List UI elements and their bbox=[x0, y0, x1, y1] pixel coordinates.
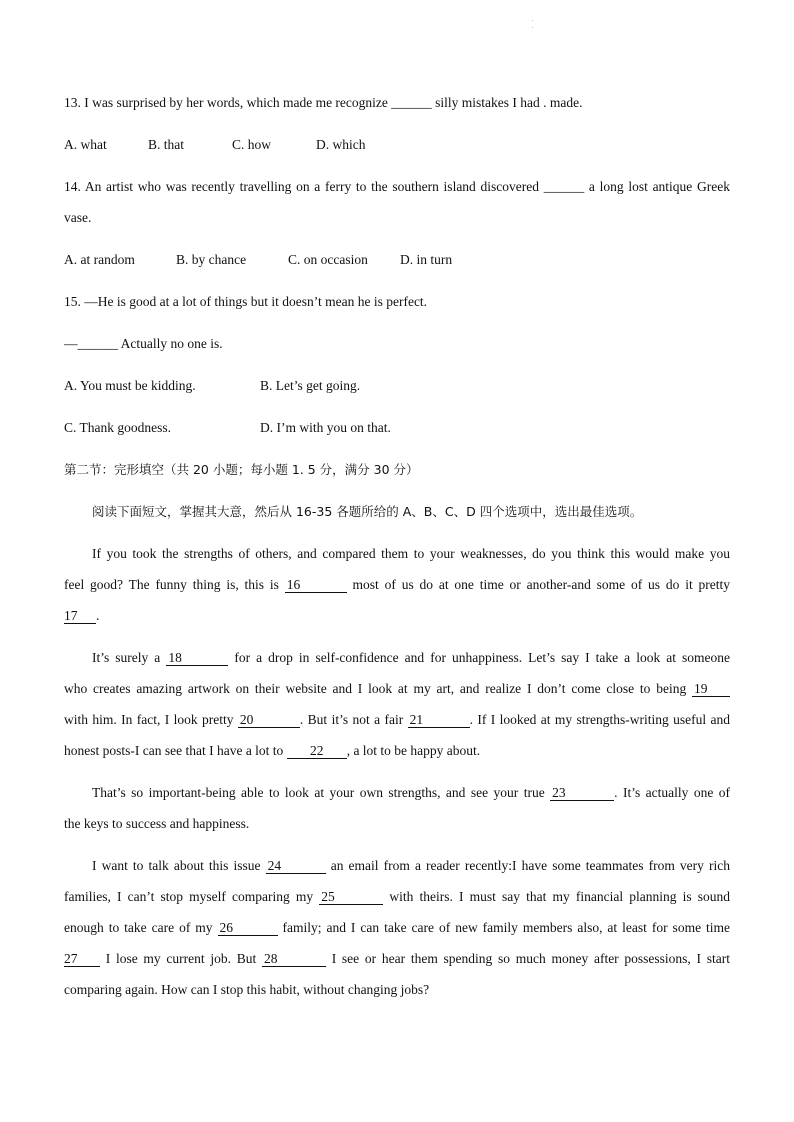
question-15-stem-line1: 15. —He is good at a lot of things but it doesn’t mean he is perfect. bbox=[64, 294, 428, 309]
question-14-stem-line1: 14. An artist who was recently travelling on a ferry to the southern island discovered ______ a long lost antique Greek bbox=[64, 179, 730, 194]
q14-option-c: C. on occasion bbox=[288, 252, 368, 267]
q13-option-b: B. that bbox=[148, 137, 184, 152]
passage-p4-line4: 27 I lose my current job. But 28 I see or hear them spending so much money after possessions, I start bbox=[64, 951, 730, 966]
passage-p2-line2: who creates amazing artwork on their website and I look at my art, and realize I don’t come close to being 19 bbox=[64, 681, 730, 697]
q14-option-a: A. at random bbox=[64, 252, 135, 267]
q15-option-c: C. Thank goodness. bbox=[64, 420, 171, 435]
passage-p1-line2: feel good? The funny thing is, this is 16 most of us do at one time or another-and some of us do it pretty bbox=[64, 577, 731, 592]
question-15-stem-line2: —______ Actually no one is. bbox=[64, 336, 223, 351]
q13-option-d: D. which bbox=[316, 137, 366, 152]
q13-option-a: A. what bbox=[64, 137, 107, 152]
blank-28: 28 bbox=[262, 952, 326, 967]
blank-27: 27 bbox=[64, 952, 100, 967]
blank-20: 20 bbox=[238, 713, 300, 728]
question-14-stem-line2: vase. bbox=[64, 210, 92, 225]
blank-23: 23 bbox=[550, 786, 614, 801]
passage-p2-line4: honest posts-I can see that I have a lot to 22 , a lot to be happy about. bbox=[64, 743, 481, 758]
blank-16: 16 bbox=[285, 578, 347, 593]
passage-p4-line3: enough to take care of my 26 family; and I can take care of new family members also, at least for some time bbox=[64, 920, 731, 935]
passage-p4-line1: I want to talk about this issue 24 an email from a reader recently:I have some teammates from very rich bbox=[92, 858, 731, 873]
blank-22: 22 bbox=[287, 744, 347, 759]
q15-option-d: D. I’m with you on that. bbox=[260, 420, 391, 435]
q13-option-c: C. how bbox=[232, 137, 272, 152]
passage-p4-line5: comparing again. How can I stop this habit, without changing jobs? bbox=[64, 982, 430, 997]
passage-p2-line3: with him. In fact, I look pretty 20 . But it’s not a fair 21 . If I looked at my strengths-writing useful and bbox=[64, 712, 731, 727]
blank-18: 18 bbox=[166, 651, 228, 666]
passage-p1-line3: 17 . bbox=[64, 608, 100, 623]
blank-25: 25 bbox=[319, 890, 383, 905]
blank-17: 17 bbox=[64, 609, 96, 624]
section-instruction: 阅读下面短文，掌握其大意，然后从 16-35 各题所给的 A、B、C、D 四个选项中，选出最佳选项。 bbox=[92, 504, 643, 519]
blank-24: 24 bbox=[266, 859, 326, 874]
blank-26: 26 bbox=[218, 921, 278, 936]
passage-p1-line1: If you took the strengths of others, and compared them to your weaknesses, do you think this would make you bbox=[92, 546, 730, 561]
passage-p3-line1: That’s so important-being able to look at your own strengths, and see your true 23 . It’s actually one of bbox=[92, 785, 730, 800]
passage-p3-line2: the keys to success and happiness. bbox=[64, 816, 250, 831]
section-heading: 第二节：完形填空（共 20 小题；每小题 1. 5 分，满分 30 分） bbox=[64, 462, 419, 477]
q14-option-b: B. by chance bbox=[176, 252, 247, 267]
q14-option-d: D. in turn bbox=[400, 252, 453, 267]
question-13-stem: 13. I was surprised by her words, which made me recognize ______ silly mistakes I had . made. bbox=[64, 95, 583, 110]
blank-19: 19 bbox=[692, 682, 730, 697]
passage-p4-line2: families, I can’t stop myself comparing my 25 with theirs. I must say that my financial planning is sound bbox=[64, 889, 731, 904]
blank-21: 21 bbox=[408, 713, 470, 728]
q15-option-b: B. Let’s get going. bbox=[260, 378, 361, 393]
scan-artifact bbox=[530, 14, 534, 38]
passage-p2-line1: It’s surely a 18 for a drop in self-confidence and for unhappiness. Let’s say I take a look at someone bbox=[92, 650, 730, 665]
q15-option-a: A. You must be kidding. bbox=[64, 378, 196, 393]
